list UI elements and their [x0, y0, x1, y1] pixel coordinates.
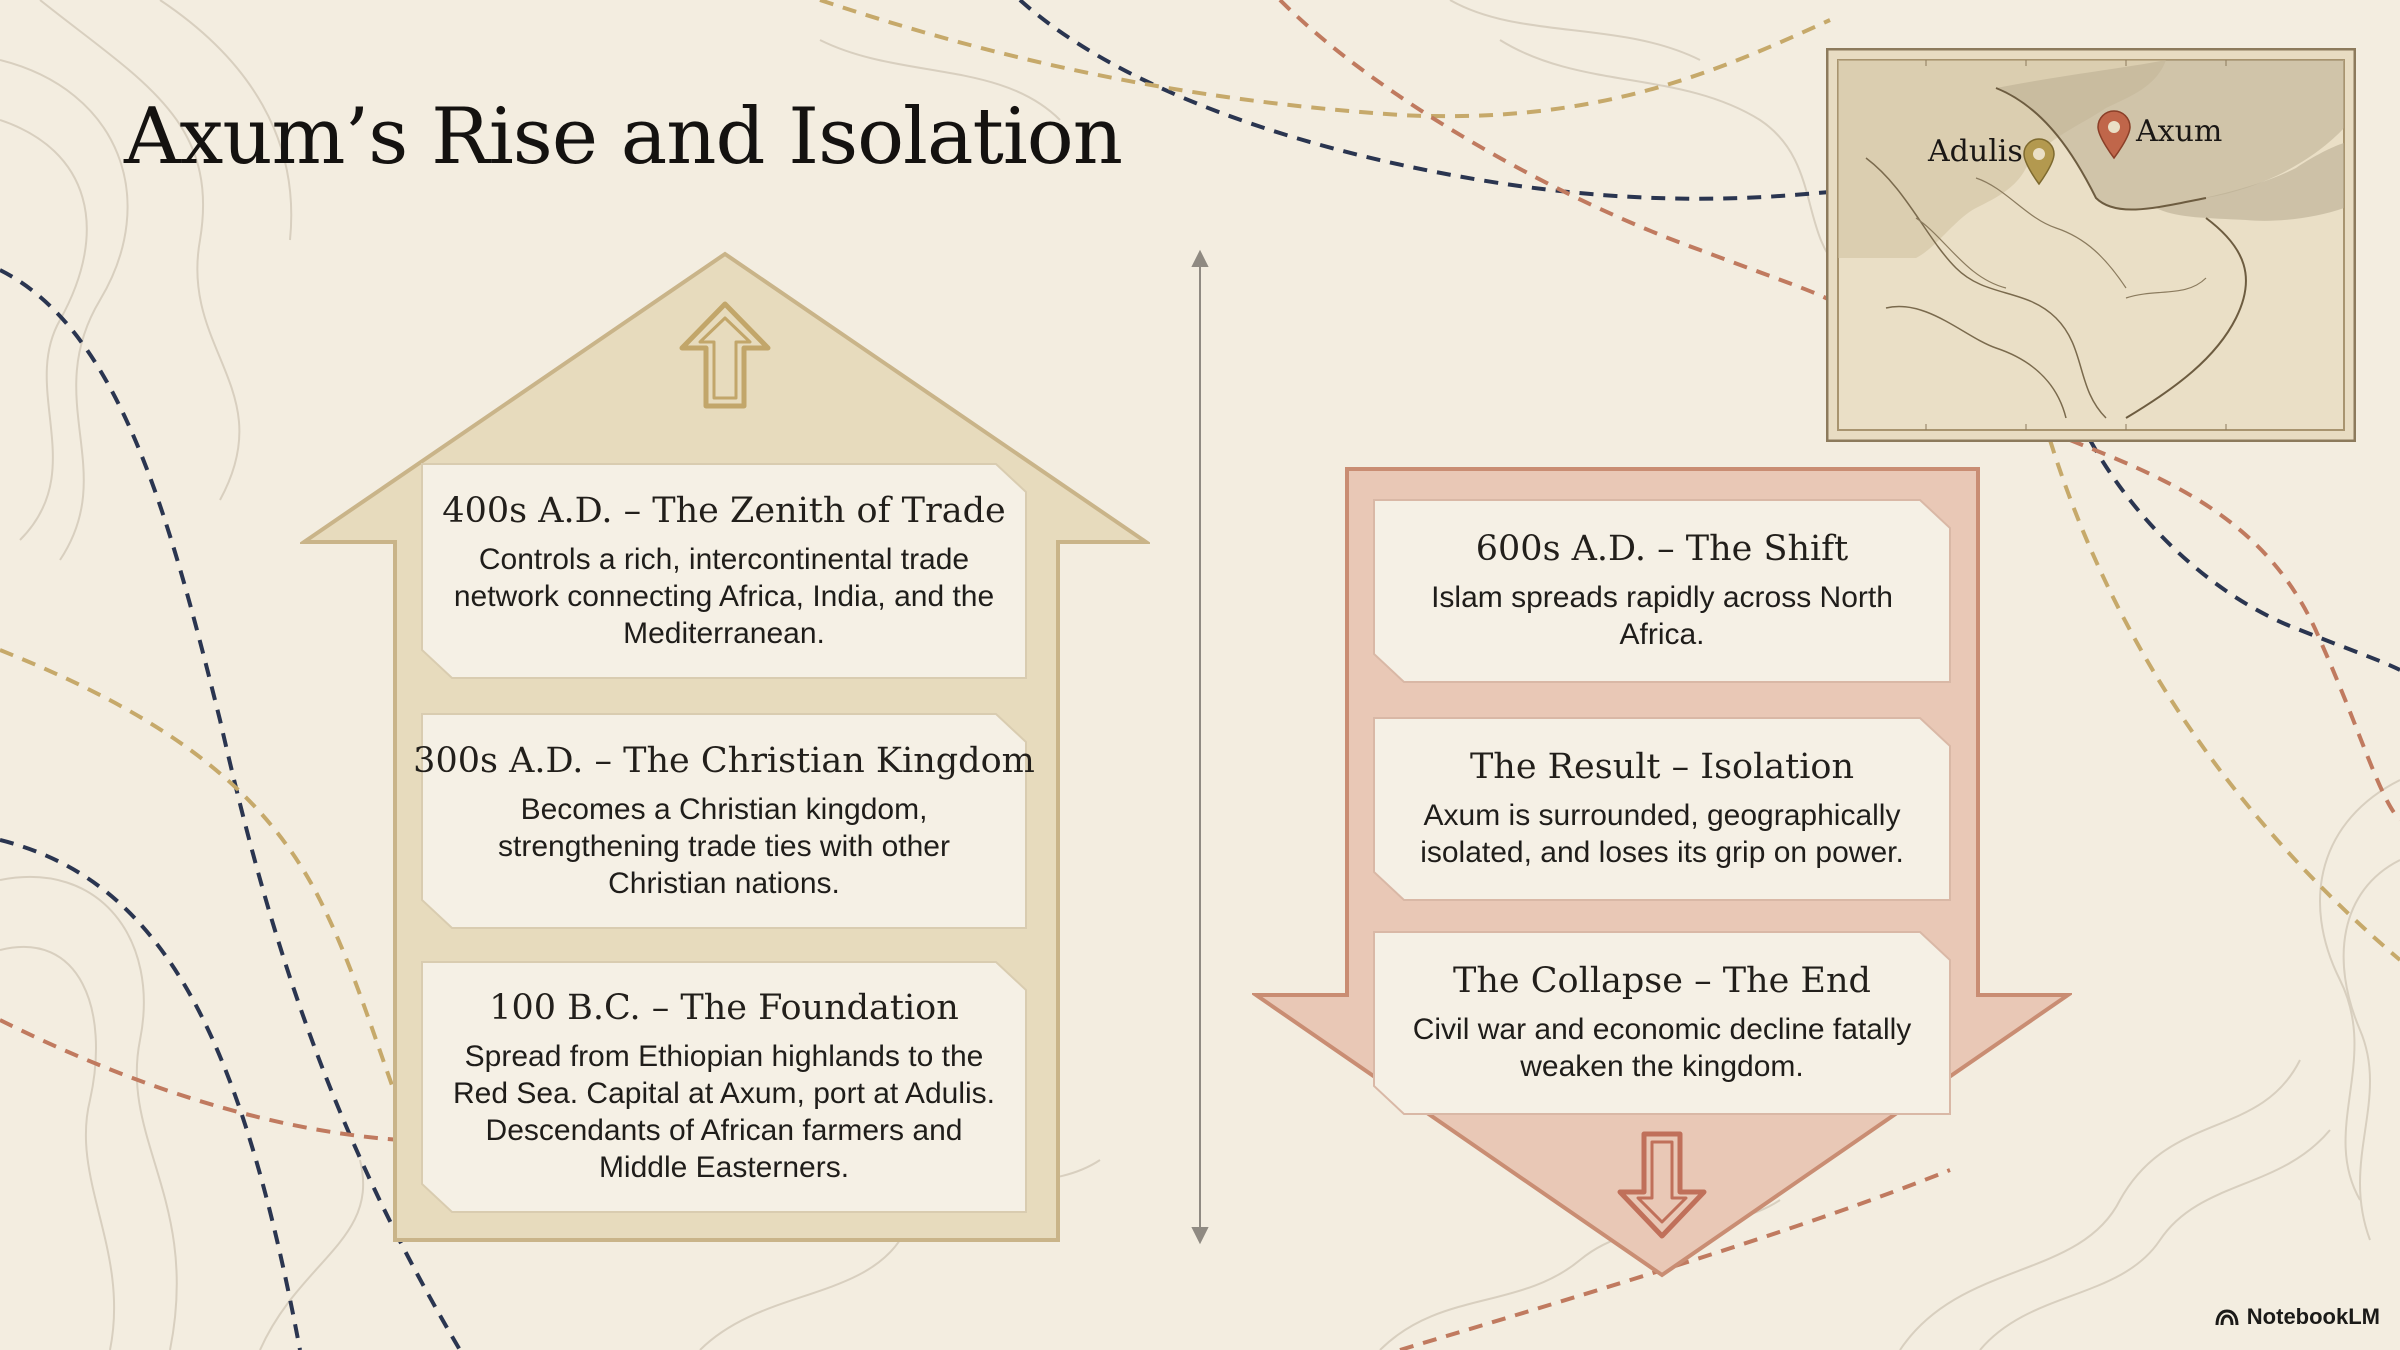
map-illustration	[1826, 48, 2356, 442]
card-title: 600s A.D. – The Shift	[1475, 529, 1849, 569]
card-title: 100 B.C. – The Foundation	[489, 988, 959, 1028]
rise-card-christian	[413, 712, 1035, 930]
slide-title: Axum’s Rise and Isolation	[124, 92, 1122, 182]
decline-card-isolation	[1372, 716, 1952, 902]
card-body: Civil war and economic decline fatally weaken the kingdom.	[1412, 1013, 1912, 1083]
down-arrow-icon	[1616, 1130, 1708, 1240]
axum-pin-icon	[2096, 110, 2132, 160]
notebooklm-logo-icon	[2215, 1308, 2239, 1326]
card-body: Controls a rich, intercontinental trade network connecting Africa, India, and the Mediterranean.	[453, 542, 995, 650]
adulis-pin-icon	[2022, 138, 2056, 186]
card-body: Spread from Ethiopian highlands to the Red Sea. Capital at Axum, port at Adulis. Descendants of African farmers and Middle Easterners.	[453, 1040, 995, 1184]
card-title: The Collapse – The End	[1453, 961, 1871, 1001]
card-body: Islam spreads rapidly across North Africa.	[1431, 581, 1893, 651]
up-arrow-icon	[678, 300, 772, 410]
decline-card-shift	[1372, 498, 1952, 684]
map-inset	[1826, 48, 2356, 442]
card-title: The Result – Isolation	[1469, 747, 1855, 787]
card-title: 400s A.D. – The Zenith of Trade	[442, 490, 1006, 531]
axum-label: Axum	[2136, 114, 2223, 149]
notebooklm-branding	[2215, 1304, 2380, 1330]
decline-card-collapse	[1372, 930, 1952, 1116]
card-body: Axum is surrounded, geographically isolated, and loses its grip on power.	[1420, 799, 1904, 869]
rise-card-foundation	[420, 960, 1028, 1214]
card-body: Becomes a Christian kingdom, strengthening trade ties with other Christian nations.	[498, 792, 950, 900]
brand-name: NotebookLM	[2246, 1304, 2380, 1329]
adulis-label: Adulis	[1928, 134, 2023, 169]
rise-card-zenith	[420, 462, 1028, 680]
card-title: 300s A.D. – The Christian Kingdom	[413, 740, 1035, 781]
